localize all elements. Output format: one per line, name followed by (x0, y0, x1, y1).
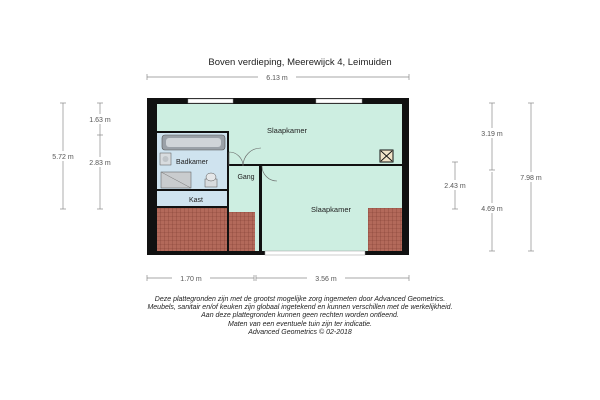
roof-area-right (368, 208, 402, 251)
disclaimer-line: Meubels, sanitair en/of keuken zijn globaal ingetekend en kunnen verschillen met de werkelijkheid. (147, 304, 453, 312)
dim-right-upper: 3.19 m (481, 131, 503, 138)
disclaimer (0, 296, 600, 337)
boiler-icon (380, 150, 393, 162)
dim-bottom-left: 1.70 m (180, 276, 202, 283)
roof-area-gang (229, 212, 255, 251)
dim-left-total: 5.72 m (52, 154, 74, 161)
window-top-left (188, 99, 233, 103)
disclaimer-line: Aan deze plattegronden kunnen geen rechten worden ontleend. (201, 312, 399, 320)
shower (161, 172, 191, 188)
label-slaapkamer-top: Slaapkamer (266, 126, 308, 135)
wall-kast-bottom (157, 206, 229, 208)
dim-right-total: 7.98 m (520, 175, 542, 182)
wall-bedroom-divider (262, 164, 402, 166)
roof-area-left (157, 208, 227, 251)
wall-bath-bottom (157, 189, 229, 191)
label-kast: Kast (188, 197, 204, 204)
plan-title: Boven verdieping, Meerewijck 4, Leimuiden (208, 57, 392, 68)
wall-gang-left (227, 191, 229, 251)
label-gang: Gang (237, 174, 255, 181)
wall-bath-top (157, 131, 229, 133)
toilet (205, 173, 217, 187)
washbasin (160, 153, 171, 165)
disclaimer-line: Deze plattegronden zijn met de grootst mogelijke zorg ingemeten door Advanced Geometrics. (154, 296, 446, 303)
label-slaapkamer-bottom: Slaapkamer (310, 205, 352, 214)
dim-right-small: 2.43 m (444, 183, 466, 190)
disclaimer-line: Advanced Geometrics © 02-2018 (248, 328, 352, 336)
label-badkamer: Badkamer (176, 159, 208, 166)
wall-gang-top (229, 164, 241, 166)
dim-top-width: 6.13 m (266, 75, 288, 82)
dim-bottom-right: 3.56 m (315, 276, 337, 283)
bathtub (162, 135, 225, 150)
window-top-right (316, 99, 362, 103)
dim-left-middle: 2.83 m (89, 160, 111, 167)
disclaimer-line: Maten van een eventuele tuin zijn ter indicatie. (228, 320, 372, 328)
dim-right-lower: 4.69 m (481, 206, 503, 213)
dim-left-upper: 1.63 m (89, 117, 111, 124)
wall-gang-right (259, 164, 262, 251)
window-bottom (265, 251, 365, 255)
